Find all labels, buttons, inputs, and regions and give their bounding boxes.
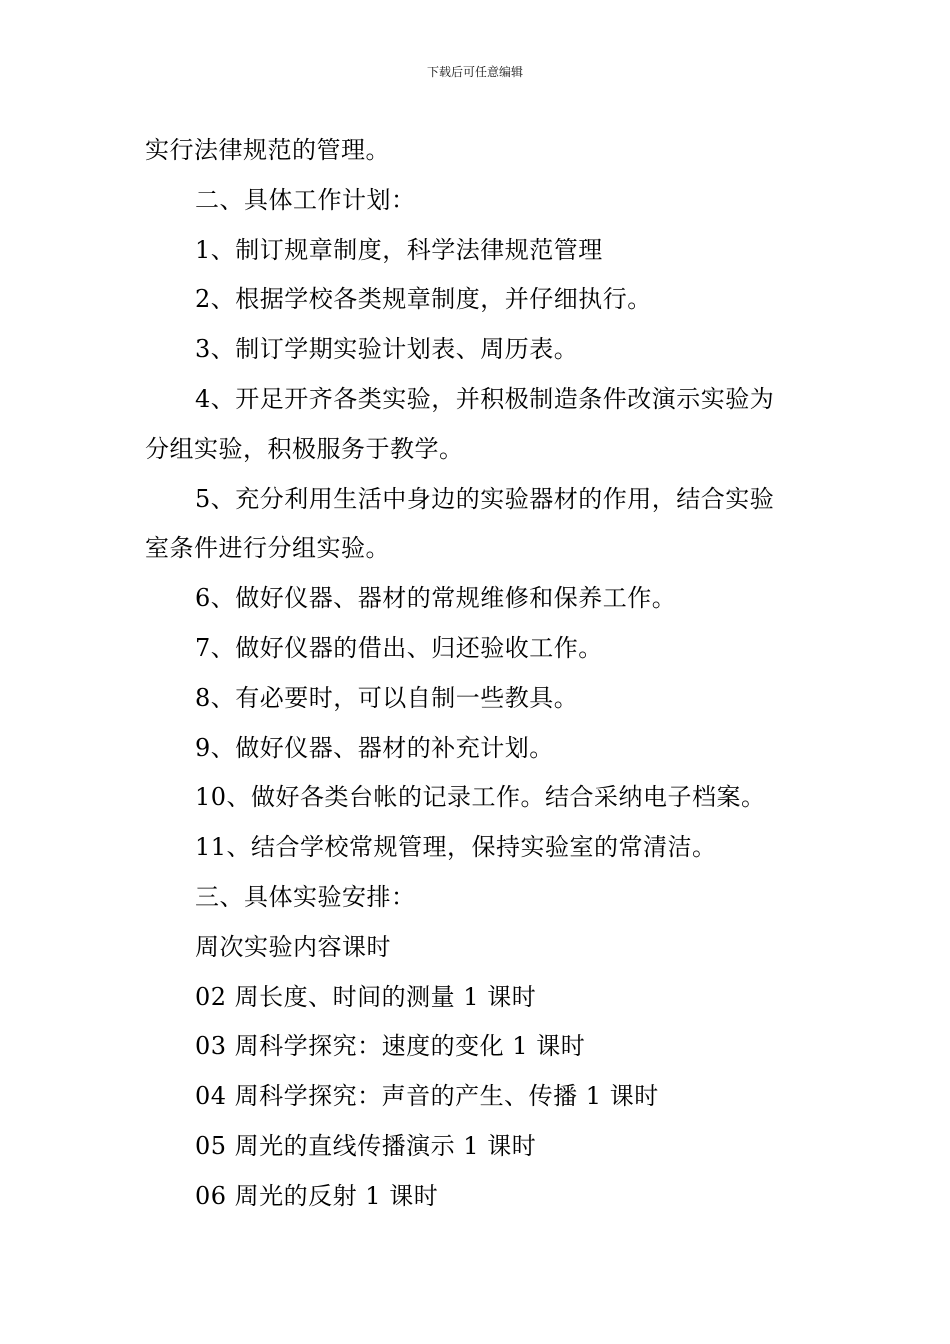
list-item: 1、制订规章制度，科学法律规范管理 [195,235,603,264]
list-item: 6、做好仪器、器材的常规维修和保养工作。 [195,584,677,613]
list-item: 4、开足开齐各类实验，并积极制造条件改演示实验为 [195,384,775,413]
list-item-continuation: 分组实验，积极服务于教学。 [145,434,464,463]
schedule-row: 02 周长度、时间的测量 1 课时 [195,982,537,1011]
list-item-continuation: 室条件进行分组实验。 [145,534,390,563]
schedule-header: 周次实验内容课时 [195,932,391,961]
schedule-row: 06 周光的反射 1 课时 [195,1181,439,1210]
document-body [145,126,815,1222]
schedule-row: 03 周科学探究：速度的变化 1 课时 [195,1032,586,1061]
section-heading: 二、具体工作计划： [195,185,416,214]
paragraph-line: 实行法律规范的管理。 [145,136,390,164]
schedule-row: 04 周科学探究：声音的产生、传播 1 课时 [195,1082,659,1111]
list-item: 8、有必要时，可以自制一些教具。 [195,683,579,712]
list-item: 5、充分利用生活中身边的实验器材的作用，结合实验 [195,484,775,513]
page-header-note: 下载后可任意编辑 [426,65,523,79]
list-item: 9、做好仪器、器材的补充计划。 [195,733,554,762]
section-heading: 三、具体实验安排： [195,882,416,911]
list-item: 3、制订学期实验计划表、周历表。 [195,335,579,364]
schedule-row: 05 周光的直线传播演示 1 课时 [195,1131,537,1160]
list-item: 2、根据学校各类规章制度，并仔细执行。 [195,285,652,314]
list-item: 10、做好各类台帐的记录工作。结合采纳电子档案。 [195,783,766,812]
list-item: 7、做好仪器的借出、归还验收工作。 [195,633,603,662]
list-item: 11、结合学校常规管理，保持实验室的常清洁。 [195,833,717,862]
